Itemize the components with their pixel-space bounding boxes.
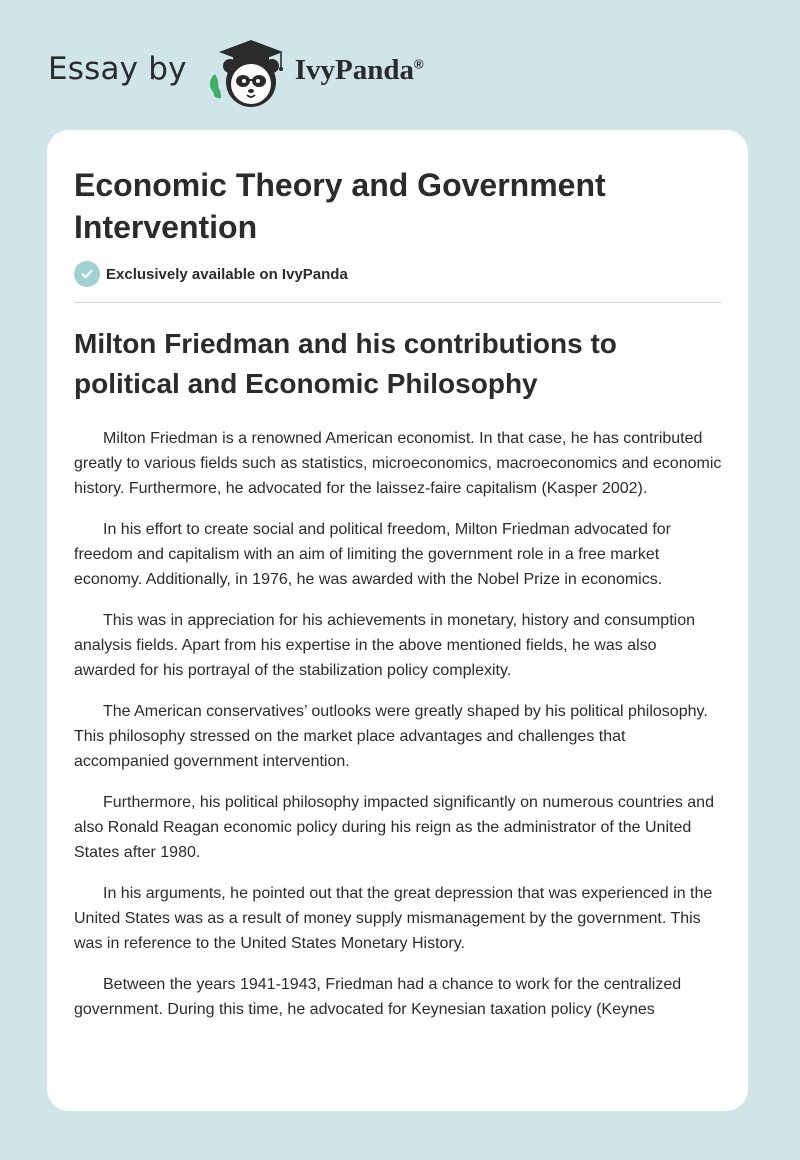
paragraph: Furthermore, his political philosophy impacted significantly on numerous countries and also Ronald Reagan economic policy during his reign as the administrator of the United States after 1980. bbox=[74, 794, 714, 861]
check-icon bbox=[74, 261, 100, 287]
exclusive-label: Exclusively available on IvyPanda bbox=[106, 265, 348, 283]
registered-mark: ® bbox=[413, 55, 424, 71]
site-header bbox=[48, 34, 424, 110]
divider bbox=[74, 302, 722, 303]
paragraph: In his effort to create social and political freedom, Milton Friedman advocated for freedom and capitalism with an aim of limiting the government role in a free market economy. Additionally, in 1976, he was awarded with the Nobel Prize in economics. bbox=[74, 521, 671, 588]
paragraph: Between the years 1941-1943, Friedman had a chance to work for the centralized government. During this time, he advocated for Keynesian taxation policy (Keynes bbox=[74, 976, 682, 1018]
panda-graduate-icon[interactable] bbox=[203, 34, 289, 110]
essay-by-label: Essay by bbox=[48, 51, 187, 87]
paragraph: This was in appreciation for his achievements in monetary, history and consumption analysis fields. Apart from his expertise in the above mentioned fields, he was also awarded for his portrayal of the stabilization policy complexity. bbox=[74, 612, 695, 679]
article-body bbox=[74, 426, 722, 1038]
brand-text: IvyPanda bbox=[294, 53, 414, 86]
brand-name bbox=[295, 54, 424, 87]
essay-card bbox=[47, 130, 748, 1111]
exclusive-badge bbox=[74, 261, 348, 287]
paragraph: Milton Friedman is a renowned American economist. In that case, he has contributed greatly to various fields such as statistics, microeconomics, macroeconomics and economic history. Furthermore, he advocated for the laissez-faire capitalism (Kasper 2002). bbox=[74, 430, 722, 497]
paragraph: The American conservatives’ outlooks were greatly shaped by his political philosophy. This philosophy stressed on the market place advantages and challenges that accompanied government intervention. bbox=[74, 703, 708, 770]
paragraph: In his arguments, he pointed out that the great depression that was experienced in the United States was as a result of money supply mismanagement by the government. This was in reference to the United States Monetary History. bbox=[74, 885, 713, 952]
section-heading: Milton Friedman and his contributions to political and Economic Philosophy bbox=[74, 328, 617, 399]
page-title: Economic Theory and Government Intervention bbox=[74, 167, 606, 245]
